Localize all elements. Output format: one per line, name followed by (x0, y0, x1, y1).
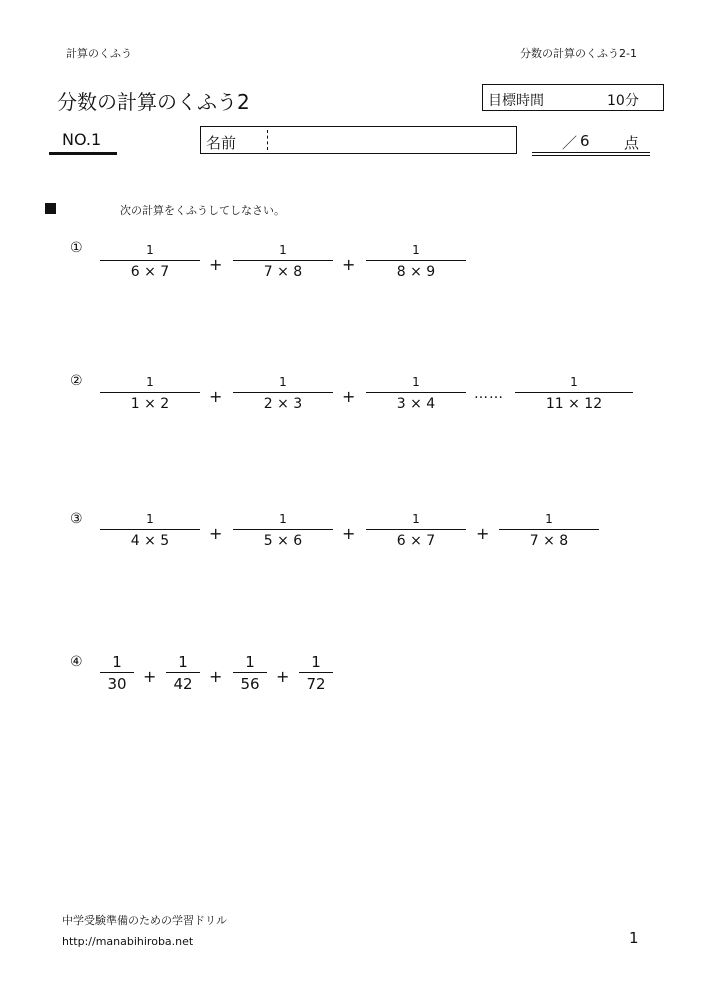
problem-4-label: ④ (70, 654, 83, 670)
fraction-bar (100, 672, 134, 673)
denominator: 11 × 12 (545, 396, 603, 412)
denominator: 3 × 4 (396, 396, 436, 412)
plus-sign: + (476, 524, 490, 543)
denominator: 2 × 3 (263, 396, 303, 412)
fraction-bar (166, 672, 200, 673)
fraction-bar (366, 529, 466, 530)
fraction-bar (366, 260, 466, 261)
instruction-text: 次の計算をくふうしてしなさい。 (120, 204, 285, 217)
page-title: 分数の計算のくふう2 (57, 90, 250, 114)
denominator: 6 × 7 (130, 264, 170, 280)
problem-2-term-1 (100, 374, 200, 412)
problem-2-term-2 (233, 374, 333, 412)
target-time-label: 目標時間 (488, 93, 544, 109)
numerator: 1 (412, 375, 420, 389)
plus-sign: + (209, 524, 223, 543)
numerator: 1 (412, 243, 420, 257)
plus-sign: + (276, 667, 290, 686)
fraction-bar (233, 672, 267, 673)
problem-3-term-4 (499, 511, 599, 549)
target-time-box (482, 84, 664, 111)
header-left: 計算のくふう (66, 47, 132, 60)
score-underline-bottom (532, 155, 650, 156)
score-underline-top (532, 152, 650, 153)
problem-3-term-3 (366, 511, 466, 549)
numerator: 1 (311, 653, 321, 671)
plus-sign: + (209, 255, 223, 274)
numerator: 1 (545, 512, 553, 526)
numerator: 1 (279, 243, 287, 257)
problem-4-term-3 (233, 654, 267, 692)
fraction-bar (100, 260, 200, 261)
numerator: 1 (112, 653, 122, 671)
fraction-bar (515, 392, 633, 393)
problem-3-label: ③ (70, 511, 83, 527)
header-right: 分数の計算のくふう2-1 (520, 47, 637, 60)
footer-url[interactable]: http://manabihiroba.net (62, 935, 194, 948)
worksheet-number-underline (49, 152, 117, 155)
numerator: 1 (570, 375, 578, 389)
plus-sign: + (143, 667, 157, 686)
numerator: 1 (146, 243, 154, 257)
denominator: 72 (306, 675, 326, 693)
score-unit: 点 (624, 134, 640, 152)
numerator: 1 (146, 375, 154, 389)
ellipsis: …… (474, 386, 504, 402)
plus-sign: + (342, 524, 356, 543)
plus-sign: + (342, 255, 356, 274)
denominator: 7 × 8 (263, 264, 303, 280)
problem-4-term-2 (166, 654, 200, 692)
name-divider (267, 130, 268, 150)
name-field[interactable] (200, 126, 517, 154)
score-total: 6 (580, 132, 590, 150)
numerator: 1 (279, 512, 287, 526)
problem-1-label: ① (70, 240, 83, 256)
fraction-bar (299, 672, 333, 673)
fraction-bar (499, 529, 599, 530)
denominator: 5 × 6 (263, 533, 303, 549)
plus-sign: + (209, 667, 223, 686)
denominator: 4 × 5 (130, 533, 170, 549)
numerator: 1 (146, 512, 154, 526)
fraction-bar (233, 260, 333, 261)
plus-sign: + (342, 387, 356, 406)
problem-3-term-1 (100, 511, 200, 549)
problem-1-term-1 (100, 242, 200, 280)
problem-1-term-2 (233, 242, 333, 280)
problem-2-label: ② (70, 373, 83, 389)
problem-3-term-2 (233, 511, 333, 549)
name-label: 名前 (206, 134, 237, 152)
denominator: 42 (173, 675, 193, 693)
denominator: 8 × 9 (396, 264, 436, 280)
score-slash: ／ (562, 134, 578, 152)
numerator: 1 (245, 653, 255, 671)
denominator: 30 (107, 675, 127, 693)
worksheet-number: NO.1 (62, 130, 102, 149)
problem-4-term-1 (100, 654, 134, 692)
denominator: 6 × 7 (396, 533, 436, 549)
fraction-bar (366, 392, 466, 393)
footer-tagline: 中学受験準備のための学習ドリル (62, 914, 227, 927)
problem-2-term-4 (515, 374, 633, 412)
denominator: 1 × 2 (130, 396, 170, 412)
fraction-bar (100, 529, 200, 530)
numerator: 1 (178, 653, 188, 671)
problem-4-term-4 (299, 654, 333, 692)
denominator: 56 (240, 675, 260, 693)
problem-1-term-3 (366, 242, 466, 280)
fraction-bar (100, 392, 200, 393)
numerator: 1 (412, 512, 420, 526)
bullet-square-icon (45, 203, 56, 214)
target-time-value: 10分 (607, 93, 639, 109)
score-box (532, 128, 650, 156)
fraction-bar (233, 529, 333, 530)
denominator: 7 × 8 (529, 533, 569, 549)
numerator: 1 (279, 375, 287, 389)
fraction-bar (233, 392, 333, 393)
problem-2-term-3 (366, 374, 466, 412)
plus-sign: + (209, 387, 223, 406)
page-number: 1 (629, 929, 639, 947)
